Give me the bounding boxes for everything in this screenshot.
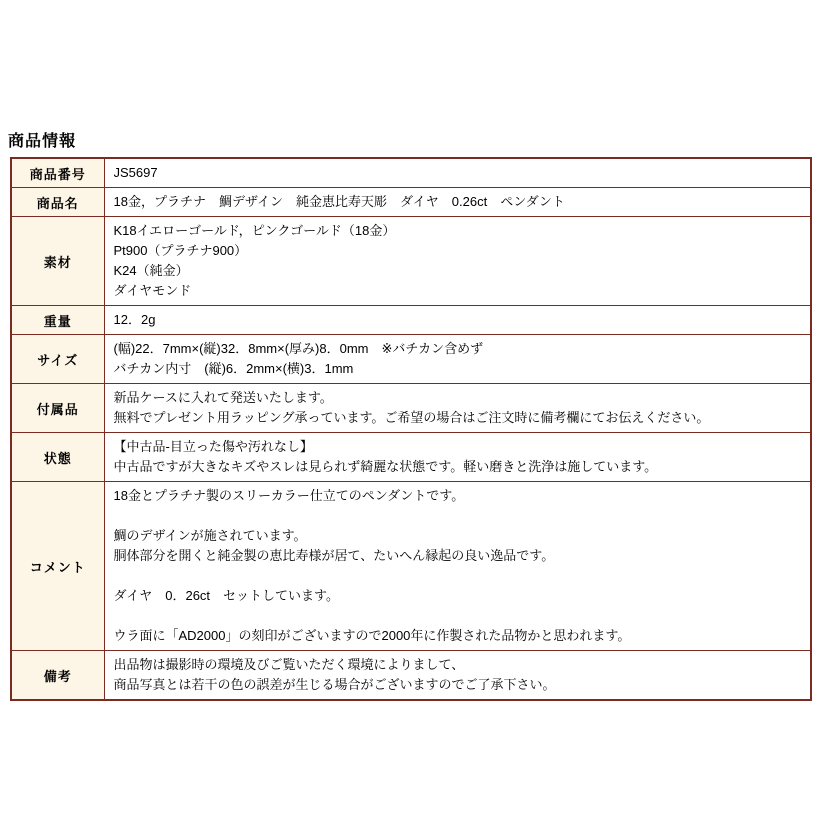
content-line: 無料でプレゼント用ラッピング承っています。ご希望の場合はご注文時に備考欄にてお伝えください。 xyxy=(113,410,710,425)
product-info-section xyxy=(8,128,814,701)
row-label: 備考 xyxy=(11,651,104,701)
content-line: 新品ケースに入れて発送いたします。 xyxy=(113,390,333,405)
content-line xyxy=(114,566,807,586)
content-line: K24（純金） xyxy=(113,263,189,278)
table-row xyxy=(11,335,811,384)
page-title: 商品情報 xyxy=(8,133,77,150)
table-row xyxy=(11,188,811,217)
row-content xyxy=(104,335,811,384)
content-line: バチカン内寸 (縦)6．2mm×(横)3．1mm xyxy=(113,361,354,376)
row-label: 状態 xyxy=(11,433,104,482)
row-content xyxy=(104,306,811,335)
content-line: Pt900（プラチナ900） xyxy=(113,243,248,258)
content-line: ダイヤモンド xyxy=(113,283,192,298)
product-info-table-body xyxy=(11,158,811,700)
row-content xyxy=(104,384,811,433)
table-row xyxy=(11,384,811,433)
content-line xyxy=(114,506,807,526)
content-line xyxy=(114,606,807,626)
row-label: サイズ xyxy=(11,335,104,384)
table-row xyxy=(11,217,811,306)
row-content xyxy=(104,217,811,306)
row-label: 重量 xyxy=(11,306,104,335)
content-line: K18イエローゴールド，ピンクゴールド（18金） xyxy=(113,223,396,238)
content-line: 12．2g xyxy=(113,312,156,327)
table-row xyxy=(11,306,811,335)
row-content xyxy=(104,651,811,701)
content-line: 胴体部分を開くと純金製の恵比寿様が居て、たいへん縁起の良い逸品です。 xyxy=(113,548,555,563)
row-label: 商品名 xyxy=(11,188,104,217)
row-label: コメント xyxy=(11,482,104,651)
content-line: 出品物は撮影時の環境及びご覧いただく環境によりまして、 xyxy=(113,657,465,672)
row-content xyxy=(104,158,811,188)
product-info-table xyxy=(10,157,812,701)
content-line: 商品写真とは若干の色の誤差が生じる場合がございますのでご了承下さい。 xyxy=(113,677,556,692)
row-content xyxy=(104,482,811,651)
content-line: (幅)22．7mm×(縦)32．8mm×(厚み)8．0mm ※バチカン含めず xyxy=(113,341,484,356)
content-line: 中古品ですが大きなキズやスレは見られず綺麗な状態です。軽い磨きと洗浄は施しています。 xyxy=(113,459,658,474)
row-label: 付属品 xyxy=(11,384,104,433)
row-content xyxy=(104,188,811,217)
table-row xyxy=(11,158,811,188)
table-row xyxy=(11,651,811,701)
content-line: JS5697 xyxy=(113,165,158,180)
content-line: 鯛のデザインが施されています。 xyxy=(113,528,307,543)
content-line: 18金とプラチナ製のスリーカラー仕立てのペンダントです。 xyxy=(113,488,465,503)
content-line: 【中古品-目立った傷や汚れなし】 xyxy=(113,439,313,454)
row-content xyxy=(104,433,811,482)
content-line: ダイヤ 0．26ct セットしています。 xyxy=(113,588,340,603)
table-row xyxy=(11,482,811,651)
row-label: 素材 xyxy=(11,217,104,306)
content-line: ウラ面に「AD2000」の刻印がございますので2000年に作製された品物かと思われます。 xyxy=(113,628,631,643)
table-row xyxy=(11,433,811,482)
content-line: 18金，プラチナ 鯛デザイン 純金恵比寿天彫 ダイヤ 0.26ct ペンダント xyxy=(113,194,565,209)
row-label: 商品番号 xyxy=(11,158,104,188)
